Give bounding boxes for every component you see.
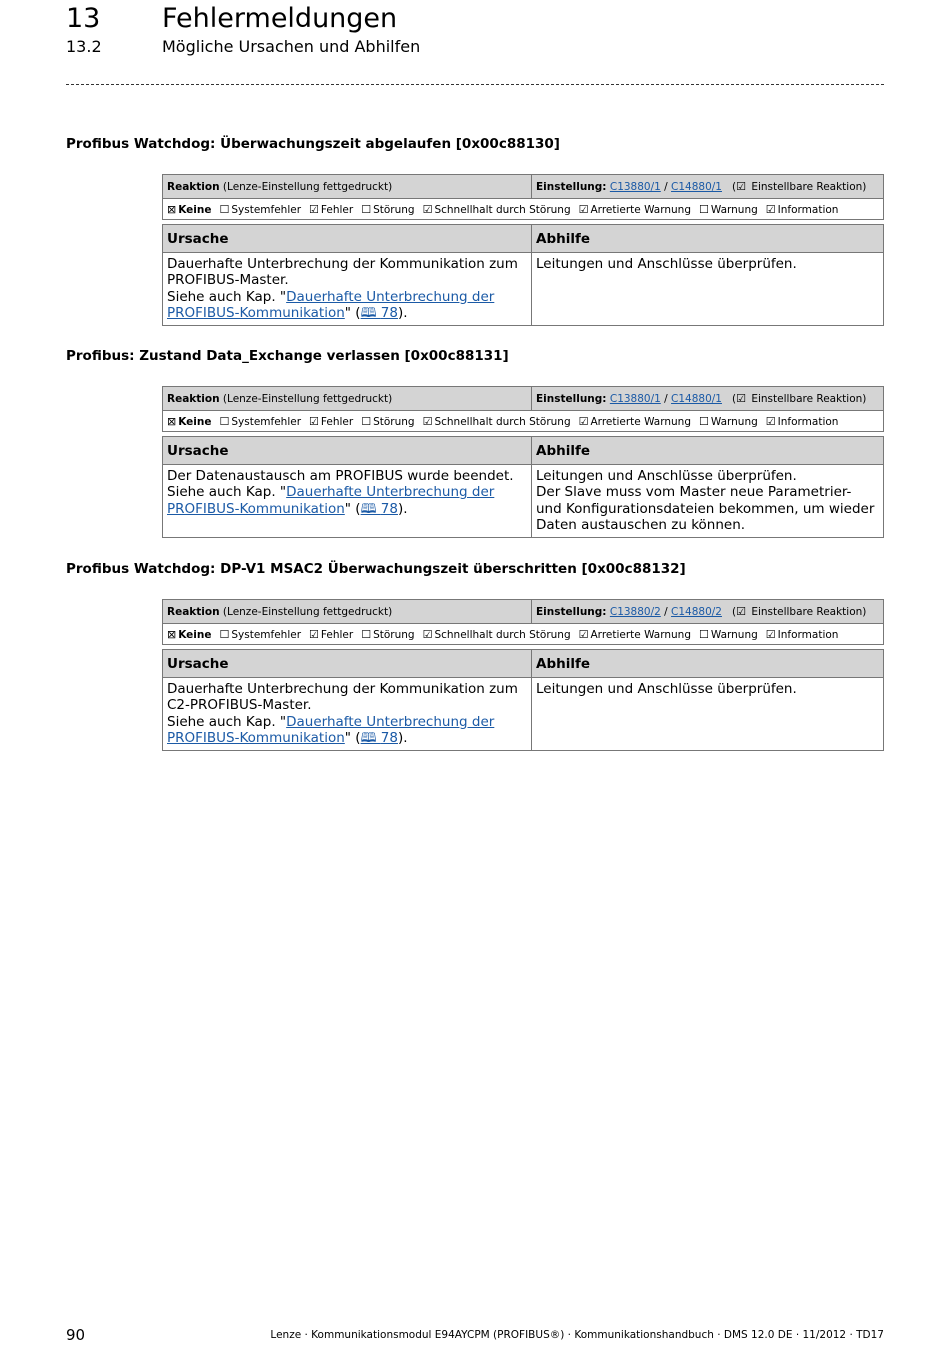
reaction-option-label: Systemfehler bbox=[231, 415, 302, 428]
section-title: Mögliche Ursachen und Abhilfen bbox=[162, 37, 421, 56]
reaction-label: Reaktion bbox=[167, 392, 220, 405]
chapter-number: 13 bbox=[66, 3, 101, 34]
error-block bbox=[162, 174, 884, 326]
reaction-option-label: Keine bbox=[178, 628, 212, 641]
reaction-option-label: Fehler bbox=[320, 203, 354, 216]
separator: / bbox=[660, 393, 672, 405]
reaction-option bbox=[699, 416, 758, 428]
checkbox-icon: ☑ bbox=[422, 202, 433, 216]
page-link[interactable] bbox=[361, 730, 398, 746]
reaction-option bbox=[423, 204, 571, 216]
reaction-option-label: Störung bbox=[373, 415, 415, 428]
reaction-header bbox=[163, 600, 532, 624]
header-divider bbox=[66, 84, 884, 85]
cause-text: Dauerhafte Unterbrechung der Kommunikation zum PROFIBUS-Master. bbox=[167, 256, 518, 289]
page-link[interactable] bbox=[361, 501, 398, 517]
reaction-option bbox=[309, 416, 353, 428]
checkbox-icon: ☐ bbox=[361, 414, 372, 428]
error-title: Profibus: Zustand Data_Exchange verlassen [0x00c88131] bbox=[66, 348, 509, 364]
checkbox-icon: ☑ bbox=[736, 180, 746, 193]
see-also-mid: " ( bbox=[344, 305, 361, 322]
parameter-link[interactable]: C14880/1 bbox=[671, 393, 722, 405]
remedy-header: Abhilfe bbox=[532, 225, 884, 253]
reaction-option-label: Warnung bbox=[710, 415, 758, 428]
see-also-suffix: ). bbox=[397, 500, 408, 517]
reaction-options-row bbox=[163, 199, 884, 220]
checkbox-icon: ☐ bbox=[361, 202, 372, 216]
see-also bbox=[167, 484, 527, 517]
reaction-option bbox=[309, 204, 353, 216]
checkbox-icon: ⊠ bbox=[167, 202, 177, 216]
reaction-option-label: Arretierte Warnung bbox=[590, 628, 691, 641]
checkbox-icon: ☐ bbox=[699, 202, 709, 216]
parameter-link[interactable]: C13880/1 bbox=[609, 181, 661, 193]
reaction-label: Reaktion bbox=[167, 605, 220, 618]
see-also bbox=[167, 289, 527, 322]
reaction-option bbox=[579, 204, 691, 216]
book-icon: 🕮 bbox=[360, 305, 377, 322]
reaction-option-label: Keine bbox=[178, 415, 212, 428]
checkbox-icon: ☑ bbox=[578, 627, 589, 641]
reaction-option bbox=[766, 416, 839, 428]
reaction-option-label: Information bbox=[777, 628, 839, 641]
chapter-link[interactable]: Dauerhafte Unterbrechung der PROFIBUS-Kommunikation bbox=[167, 713, 495, 747]
reaction-option bbox=[220, 204, 302, 216]
chapter-title: Fehlermeldungen bbox=[162, 3, 398, 34]
setting-label: Einstellung: bbox=[536, 393, 607, 405]
remedy-text: Leitungen und Anschlüsse überprüfen. bbox=[536, 681, 797, 697]
see-also-mid: " ( bbox=[344, 500, 361, 517]
reaction-option bbox=[220, 629, 302, 641]
reaction-option-label: Fehler bbox=[320, 628, 354, 641]
reaction-option-label: Störung bbox=[373, 628, 415, 641]
page-link[interactable] bbox=[361, 305, 398, 321]
reaction-option bbox=[699, 204, 758, 216]
setting-label: Einstellung: bbox=[536, 181, 607, 193]
remedy-text: Der Slave muss vom Master neue Parametrier- und Konfigurationsdateien bekommen, um wieder Daten austauschen zu können. bbox=[536, 484, 875, 534]
checkbox-icon: ☑ bbox=[422, 627, 433, 641]
reaction-option bbox=[309, 629, 353, 641]
reaction-header bbox=[163, 387, 532, 411]
reaction-option bbox=[699, 629, 758, 641]
cause-cell bbox=[163, 465, 532, 538]
error-title: Profibus Watchdog: DP-V1 MSAC2 Überwachungszeit überschritten [0x00c88132] bbox=[66, 561, 686, 577]
cause-remedy-table bbox=[162, 436, 884, 538]
checkbox-icon: ☑ bbox=[422, 414, 433, 428]
see-also-prefix: Siehe auch Kap. " bbox=[167, 484, 287, 501]
reaction-option-label: Information bbox=[777, 415, 839, 428]
checkbox-icon: ☑ bbox=[578, 414, 589, 428]
remedy-text: Leitungen und Anschlüsse überprüfen. bbox=[536, 468, 797, 484]
checkbox-icon: ☑ bbox=[309, 627, 319, 641]
cause-cell bbox=[163, 253, 532, 326]
reaction-option-label: Arretierte Warnung bbox=[590, 415, 691, 428]
see-also-suffix: ). bbox=[397, 305, 408, 322]
setting-header: Einstellung: C13880/1 / C14880/1 (☑ Einstellbare Reaktion) bbox=[532, 175, 884, 199]
see-also-mid: " ( bbox=[344, 730, 361, 747]
chapter-link[interactable]: Dauerhafte Unterbrechung der PROFIBUS-Kommunikation bbox=[167, 288, 495, 322]
reaction-table bbox=[162, 599, 884, 645]
book-icon: 🕮 bbox=[360, 730, 377, 747]
separator: / bbox=[660, 181, 672, 193]
page-ref: 78 bbox=[380, 305, 398, 322]
checkbox-icon: ☑ bbox=[765, 627, 776, 641]
reaction-option-label: Fehler bbox=[320, 415, 354, 428]
chapter-link[interactable]: Dauerhafte Unterbrechung der PROFIBUS-Kommunikation bbox=[167, 484, 495, 517]
checkbox-icon: ⊠ bbox=[167, 414, 177, 428]
checkbox-icon: ☐ bbox=[219, 202, 230, 216]
checkbox-icon: ☑ bbox=[309, 414, 319, 428]
reaction-label: Reaktion bbox=[167, 180, 220, 193]
checkbox-icon: ☑ bbox=[736, 392, 746, 405]
checkbox-icon: ☑ bbox=[578, 202, 589, 216]
see-also-prefix: Siehe auch Kap. " bbox=[167, 713, 287, 730]
error-block bbox=[162, 599, 884, 751]
reaction-option-label: Schnellhalt durch Störung bbox=[434, 415, 571, 428]
remedy-cell bbox=[532, 253, 884, 326]
remedy-cell bbox=[532, 465, 884, 538]
checkbox-icon: ☑ bbox=[765, 202, 776, 216]
page-number: 90 bbox=[66, 1326, 86, 1344]
reaction-option-label: Arretierte Warnung bbox=[590, 203, 691, 216]
separator: / bbox=[660, 606, 672, 618]
adjustable-reaction-label: Einstellbare Reaktion bbox=[751, 393, 863, 405]
reaction-option-label: Warnung bbox=[710, 203, 758, 216]
remedy-header: Abhilfe bbox=[532, 437, 884, 465]
reaction-option-label: Schnellhalt durch Störung bbox=[434, 628, 571, 641]
reaction-option bbox=[361, 204, 414, 216]
reaction-option bbox=[766, 204, 839, 216]
remedy-header: Abhilfe bbox=[532, 650, 884, 678]
reaction-note: (Lenze-Einstellung fettgedruckt) bbox=[219, 605, 393, 618]
cause-cell bbox=[163, 678, 532, 751]
adjustable-reaction-label: Einstellbare Reaktion bbox=[751, 606, 863, 618]
reaction-option-label: Warnung bbox=[710, 628, 758, 641]
cause-header: Ursache bbox=[163, 650, 532, 678]
reaction-option-label: Schnellhalt durch Störung bbox=[434, 203, 571, 216]
reaction-option bbox=[423, 629, 571, 641]
book-icon: 🕮 bbox=[360, 500, 377, 517]
checkbox-icon: ☐ bbox=[219, 414, 230, 428]
reaction-option-label: Störung bbox=[373, 203, 415, 216]
cause-header: Ursache bbox=[163, 225, 532, 253]
reaction-table bbox=[162, 386, 884, 432]
reaction-option bbox=[167, 629, 212, 641]
see-also bbox=[167, 714, 527, 747]
parameter-link[interactable]: C13880/1 bbox=[609, 393, 661, 405]
see-also-prefix: Siehe auch Kap. " bbox=[167, 288, 287, 305]
cause-remedy-table bbox=[162, 649, 884, 751]
checkbox-icon: ☐ bbox=[699, 414, 709, 428]
checkbox-icon: ☐ bbox=[699, 627, 709, 641]
checkbox-icon: ☐ bbox=[361, 627, 372, 641]
reaction-note: (Lenze-Einstellung fettgedruckt) bbox=[219, 180, 393, 193]
see-also-suffix: ). bbox=[397, 730, 408, 747]
reaction-option bbox=[766, 629, 839, 641]
parameter-link[interactable]: C14880/1 bbox=[671, 181, 722, 193]
reaction-note: (Lenze-Einstellung fettgedruckt) bbox=[219, 392, 393, 405]
reaction-table bbox=[162, 174, 884, 220]
reaction-option-label: Information bbox=[777, 203, 839, 216]
reaction-option bbox=[167, 204, 212, 216]
reaction-options-row bbox=[163, 624, 884, 645]
reaction-option bbox=[423, 416, 571, 428]
reaction-option bbox=[579, 416, 691, 428]
remedy-text: Leitungen und Anschlüsse überprüfen. bbox=[536, 256, 797, 272]
section-number: 13.2 bbox=[66, 37, 102, 56]
checkbox-icon: ☑ bbox=[736, 605, 746, 618]
reaction-option bbox=[167, 416, 212, 428]
adjustable-reaction-label: Einstellbare Reaktion bbox=[751, 181, 863, 193]
reaction-header bbox=[163, 175, 532, 199]
reaction-option bbox=[220, 416, 302, 428]
checkbox-icon: ☐ bbox=[219, 627, 230, 641]
checkbox-icon: ☑ bbox=[765, 414, 776, 428]
setting-header: Einstellung: C13880/2 / C14880/2 (☑ Einstellbare Reaktion) bbox=[532, 600, 884, 624]
reaction-option-label: Keine bbox=[178, 203, 212, 216]
page-ref: 78 bbox=[380, 500, 398, 517]
footer-text: Lenze · Kommunikationsmodul E94AYCPM (PROFIBUS®) · Kommunikationshandbuch · DMS 12.0 DE · 11/2012 · TD17 bbox=[270, 1329, 884, 1341]
reaction-option bbox=[361, 416, 414, 428]
reaction-option bbox=[579, 629, 691, 641]
page-ref: 78 bbox=[380, 730, 398, 747]
remedy-cell bbox=[532, 678, 884, 751]
reaction-options-row bbox=[163, 411, 884, 432]
checkbox-icon: ☑ bbox=[309, 202, 319, 216]
parameter-link[interactable]: C14880/2 bbox=[671, 606, 722, 618]
reaction-option-label: Systemfehler bbox=[231, 203, 302, 216]
reaction-option-label: Systemfehler bbox=[231, 628, 302, 641]
checkbox-icon: ⊠ bbox=[167, 627, 177, 641]
setting-header: Einstellung: C13880/1 / C14880/1 (☑ Einstellbare Reaktion) bbox=[532, 387, 884, 411]
cause-text: Der Datenaustausch am PROFIBUS wurde beendet. bbox=[167, 468, 514, 484]
cause-text: Dauerhafte Unterbrechung der Kommunikation zum C2-PROFIBUS-Master. bbox=[167, 681, 518, 714]
error-block bbox=[162, 386, 884, 538]
setting-label: Einstellung: bbox=[536, 606, 607, 618]
cause-header: Ursache bbox=[163, 437, 532, 465]
error-title: Profibus Watchdog: Überwachungszeit abgelaufen [0x00c88130] bbox=[66, 136, 560, 152]
cause-remedy-table bbox=[162, 224, 884, 326]
parameter-link[interactable]: C13880/2 bbox=[609, 606, 661, 618]
reaction-option bbox=[361, 629, 414, 641]
